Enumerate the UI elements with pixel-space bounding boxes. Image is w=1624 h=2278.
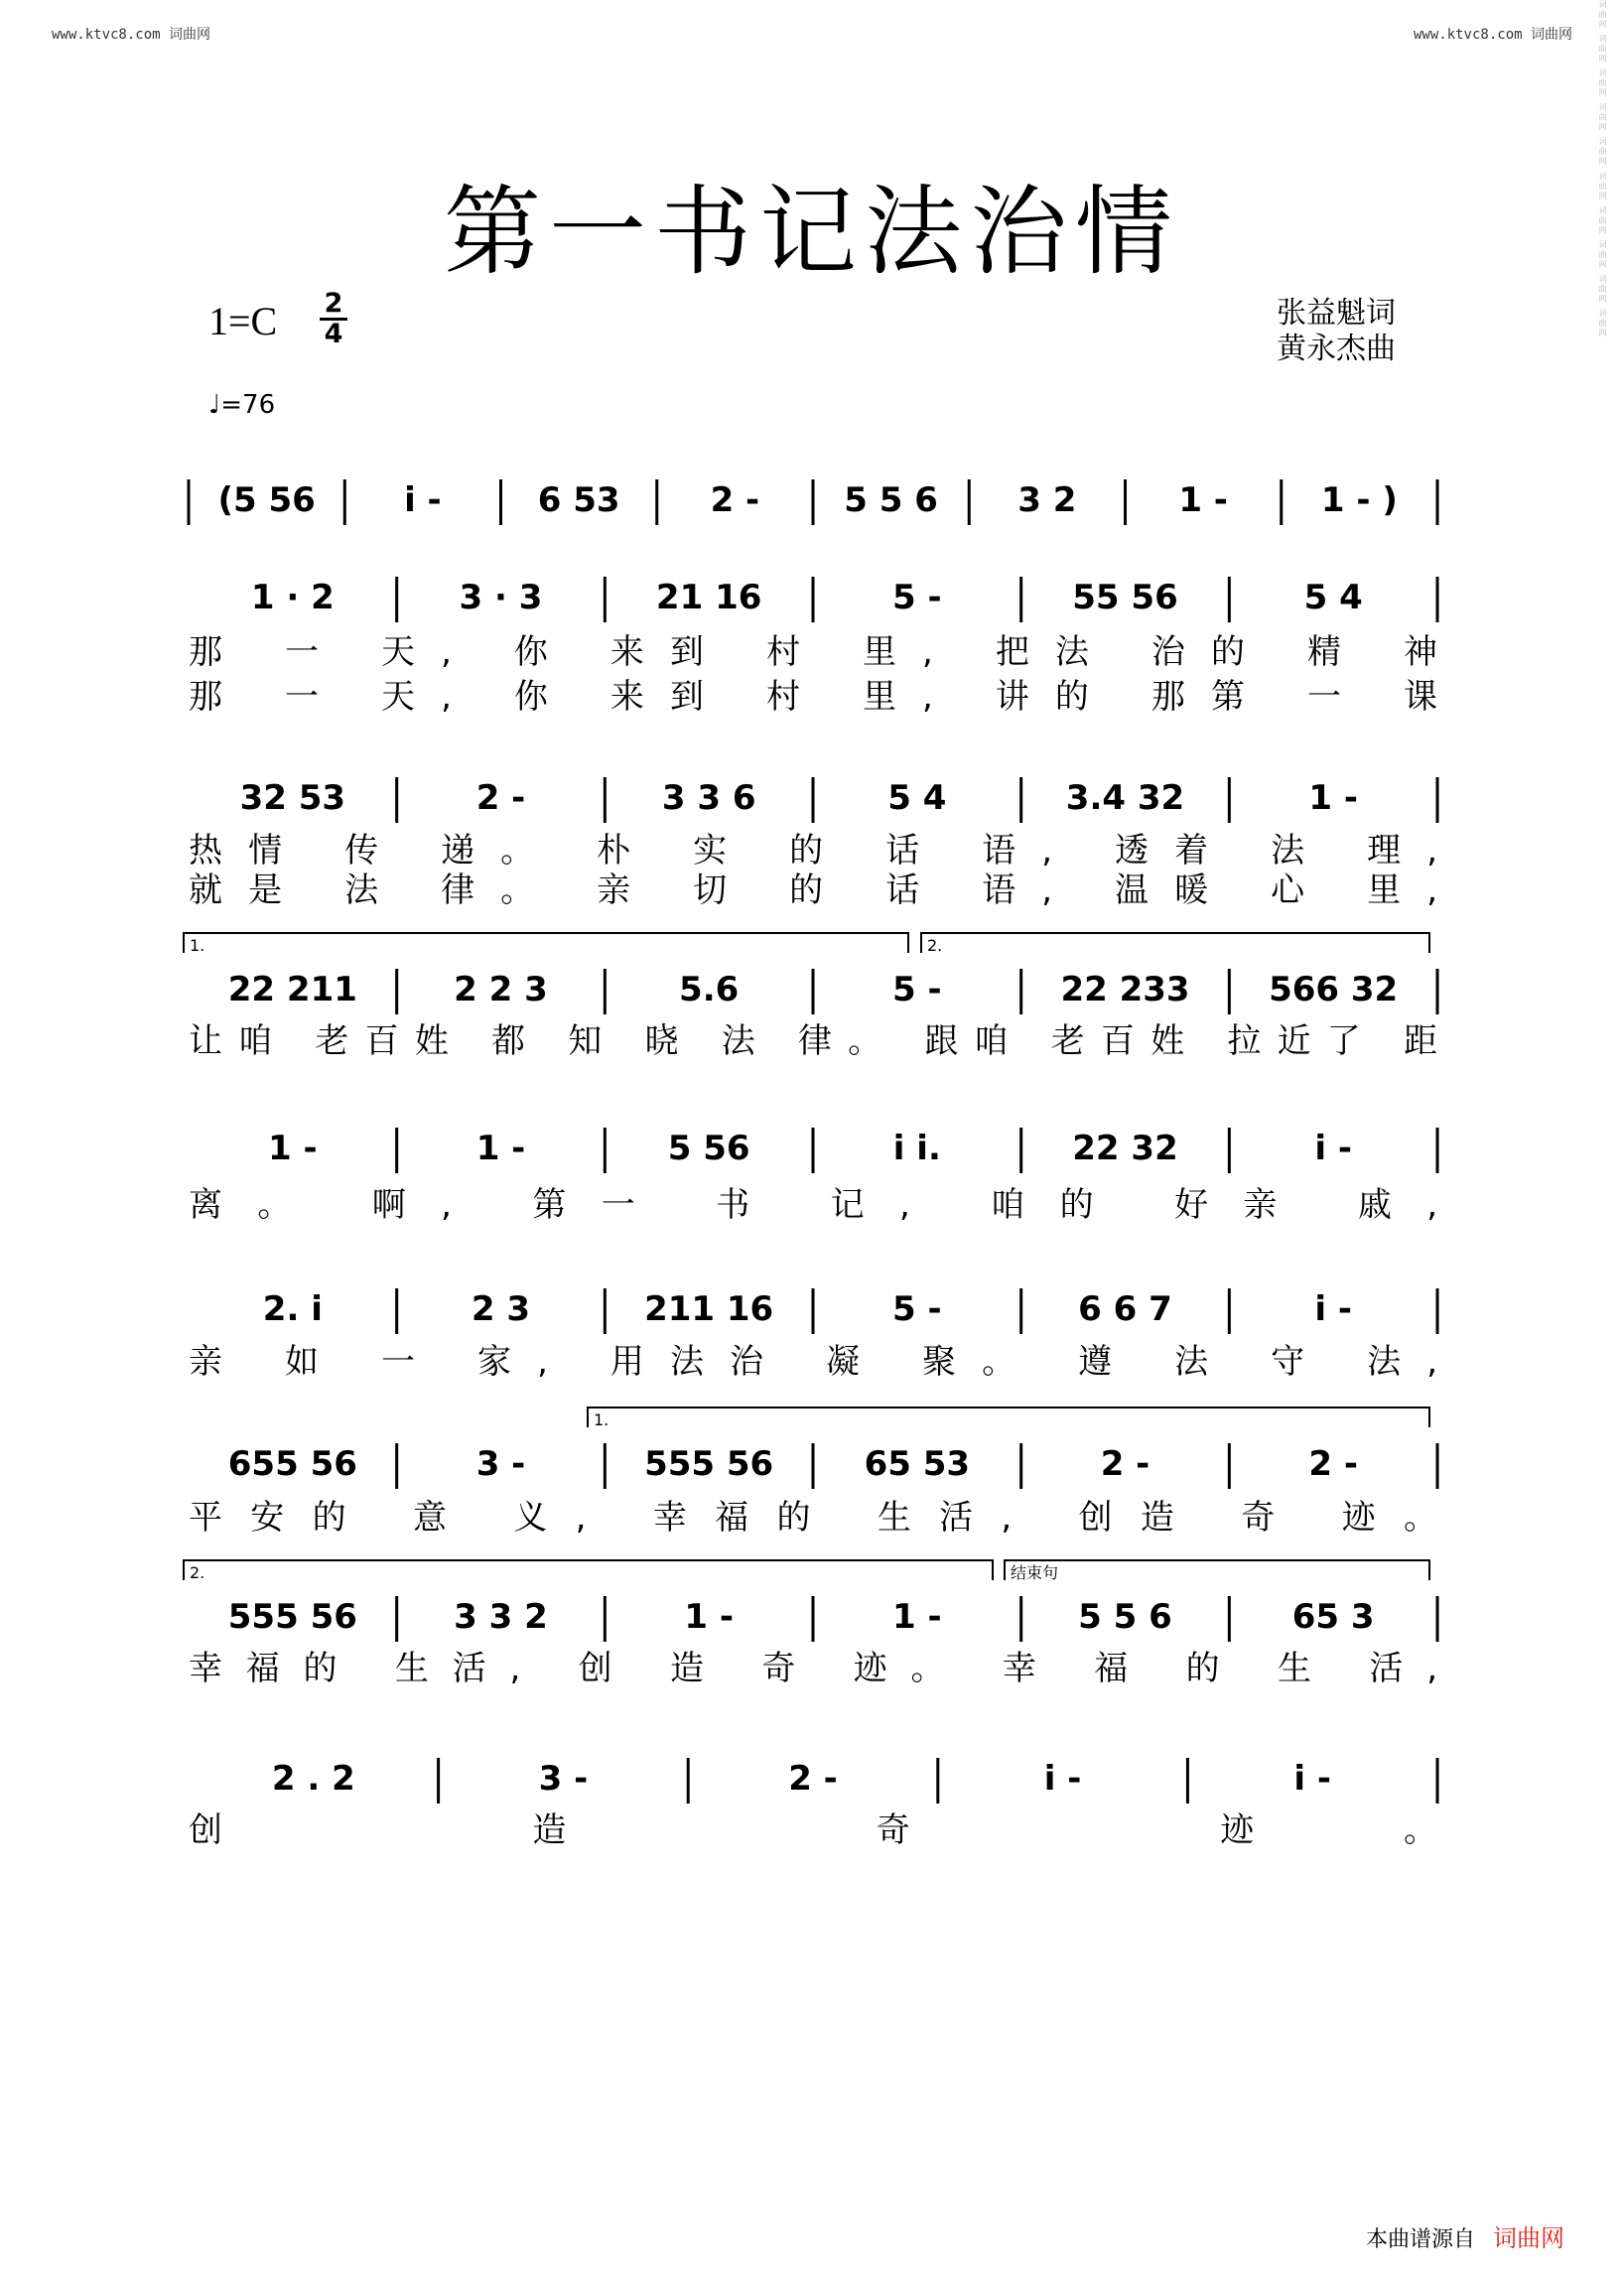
measure-notes: 6 53 [537,480,620,520]
measure-notes: i i. [892,1129,941,1168]
watermark-left: www.ktvc8.com 词曲网 [52,27,211,43]
measure-notes: 2 3 [471,1289,531,1329]
watermark-right: www.ktvc8.com 词曲网 [1413,27,1572,43]
measure-notes: 3 2 [1017,480,1077,520]
measure-notes: 566 32 [1269,970,1399,1009]
measure-notes: 555 56 [227,1597,357,1637]
measure-notes: 1 - [1178,480,1228,520]
lyric-line: 幸福的 生活, 创 造 奇 迹。 幸 福 的 生 活, [189,1649,1437,1688]
key-signature: 1=C [208,299,278,343]
lyric-line: 热情 传 递。 朴 实 的 话 语, 透着 法 理, [189,831,1438,871]
time-signature-bottom: 4 [324,319,343,349]
measure-notes: 5 5 6 [844,480,938,520]
measure-notes: 2 - [475,778,526,818]
volta-first-b-label: 1. [594,1410,609,1429]
footer [1366,2218,1564,2253]
measure-notes: 5 5 6 [1078,1597,1172,1637]
measure-notes: 65 53 [864,1444,971,1484]
measure-notes: 3 3 6 [661,778,756,818]
side-watermark-right: 词曲网 词曲网 词曲网 词曲网 词曲网 词曲网 词曲网 词曲网 词曲网 词曲网 [1598,0,1607,338]
lyric-line: 让咱 老百姓 都 知 晓 法 律。 跟咱 老百姓 拉近了 距 [189,1021,1437,1061]
measure-notes: 22 211 [227,970,357,1009]
measure-notes: i - [404,480,442,520]
lyric-line: 离。 啊, 第一 书 记, 咱的 好亲 戚, [189,1185,1438,1225]
volta-second-label: 2. [927,936,943,955]
measure-notes: i - [1293,1759,1332,1799]
measure-notes: 1 - [684,1597,734,1637]
measure-notes: 2 - [1308,1444,1358,1484]
lyric-line: 就是 法 律。 亲 切 的 话 语, 温暖 心 里, [189,871,1438,910]
volta-ending-label: 结束句 [1011,1563,1059,1582]
measure-notes: 3 - [475,1444,526,1484]
lyric-line: 创 造 奇 迹。 [189,1810,1438,1850]
measure-notes: 655 56 [227,1444,357,1484]
measure-notes: 2 - [1100,1444,1150,1484]
volta-second [921,933,1429,953]
volta-first [184,933,908,953]
measure-notes: 5 - [892,970,942,1009]
measure-notes: 6 6 7 [1078,1289,1172,1329]
volta-ending [1005,1560,1429,1580]
measure-notes: 3 · 3 [459,578,543,617]
measure-notes: 555 56 [644,1444,774,1484]
measure-notes: 2 . 2 [271,1759,355,1799]
footer-brand: 词曲网 [1493,2224,1564,2252]
measure-notes: 5 - [892,1289,942,1329]
composer: 黄永杰曲 [1277,332,1396,366]
measure-notes: 1 - [1308,778,1358,818]
measure-notes: 2 - [788,1759,838,1799]
lyric-line: 亲 如 一 家, 用法治 凝 聚。 遵 法 守 法, [189,1342,1438,1382]
measure-notes: 5 4 [887,778,947,818]
volta-second-b [184,1560,993,1580]
measure-notes: 65 3 [1291,1597,1375,1637]
measure-notes: 21 16 [655,578,762,617]
measure-notes: 22 32 [1072,1129,1178,1168]
footer-source: 本曲谱源自 [1365,2227,1475,2252]
volta-first-b [588,1407,1429,1427]
measure-notes: 5 4 [1303,578,1363,617]
measure-notes: 1 - [892,1597,942,1637]
tempo-marking: ♩=76 [208,390,276,420]
measure-notes: 3 3 2 [454,1597,548,1637]
measure-notes: 2 2 3 [454,970,548,1009]
measure-notes: 3.4 32 [1065,778,1185,818]
measure-notes: 22 233 [1060,970,1190,1009]
measure-notes: i - [1043,1759,1082,1799]
measure-notes: 5 - [892,578,942,617]
volta-first-label: 1. [190,936,205,955]
measure-notes: 55 56 [1072,578,1178,617]
measure-notes: 1 - [268,1129,318,1168]
measure-notes: (5 56 [217,480,316,520]
measure-notes: 1 - [475,1129,526,1168]
measure-notes: 3 - [538,1759,589,1799]
measure-notes: 2 - [710,480,760,520]
lyricist: 张益魁词 [1277,296,1396,331]
measure-notes: 2. i [262,1289,323,1329]
lyric-line: 那 一 天, 你 来到 村 里, 讲的 那第 一 课 [189,677,1438,717]
measure-notes: 5 56 [667,1129,750,1168]
measure-notes: 1 - ) [1320,480,1398,520]
measure-notes: i - [1314,1289,1352,1329]
measure-notes: i - [1314,1129,1352,1168]
volta-second-b-label: 2. [190,1563,205,1582]
measure-notes: 1 · 2 [250,578,335,617]
lyric-line: 那 一 天, 你 来到 村 里, 把法 治的 精 神 [189,632,1438,672]
measure-notes: 211 16 [644,1289,774,1329]
time-signature-top: 2 [324,288,343,319]
measure-notes: 32 53 [239,778,346,818]
measure-notes: 5.6 [679,970,740,1009]
lyric-line: 平安的 意 义, 幸福的 生活, 创造 奇 迹。 [189,1498,1438,1538]
page-title: 第一书记法治情 [443,176,1180,289]
